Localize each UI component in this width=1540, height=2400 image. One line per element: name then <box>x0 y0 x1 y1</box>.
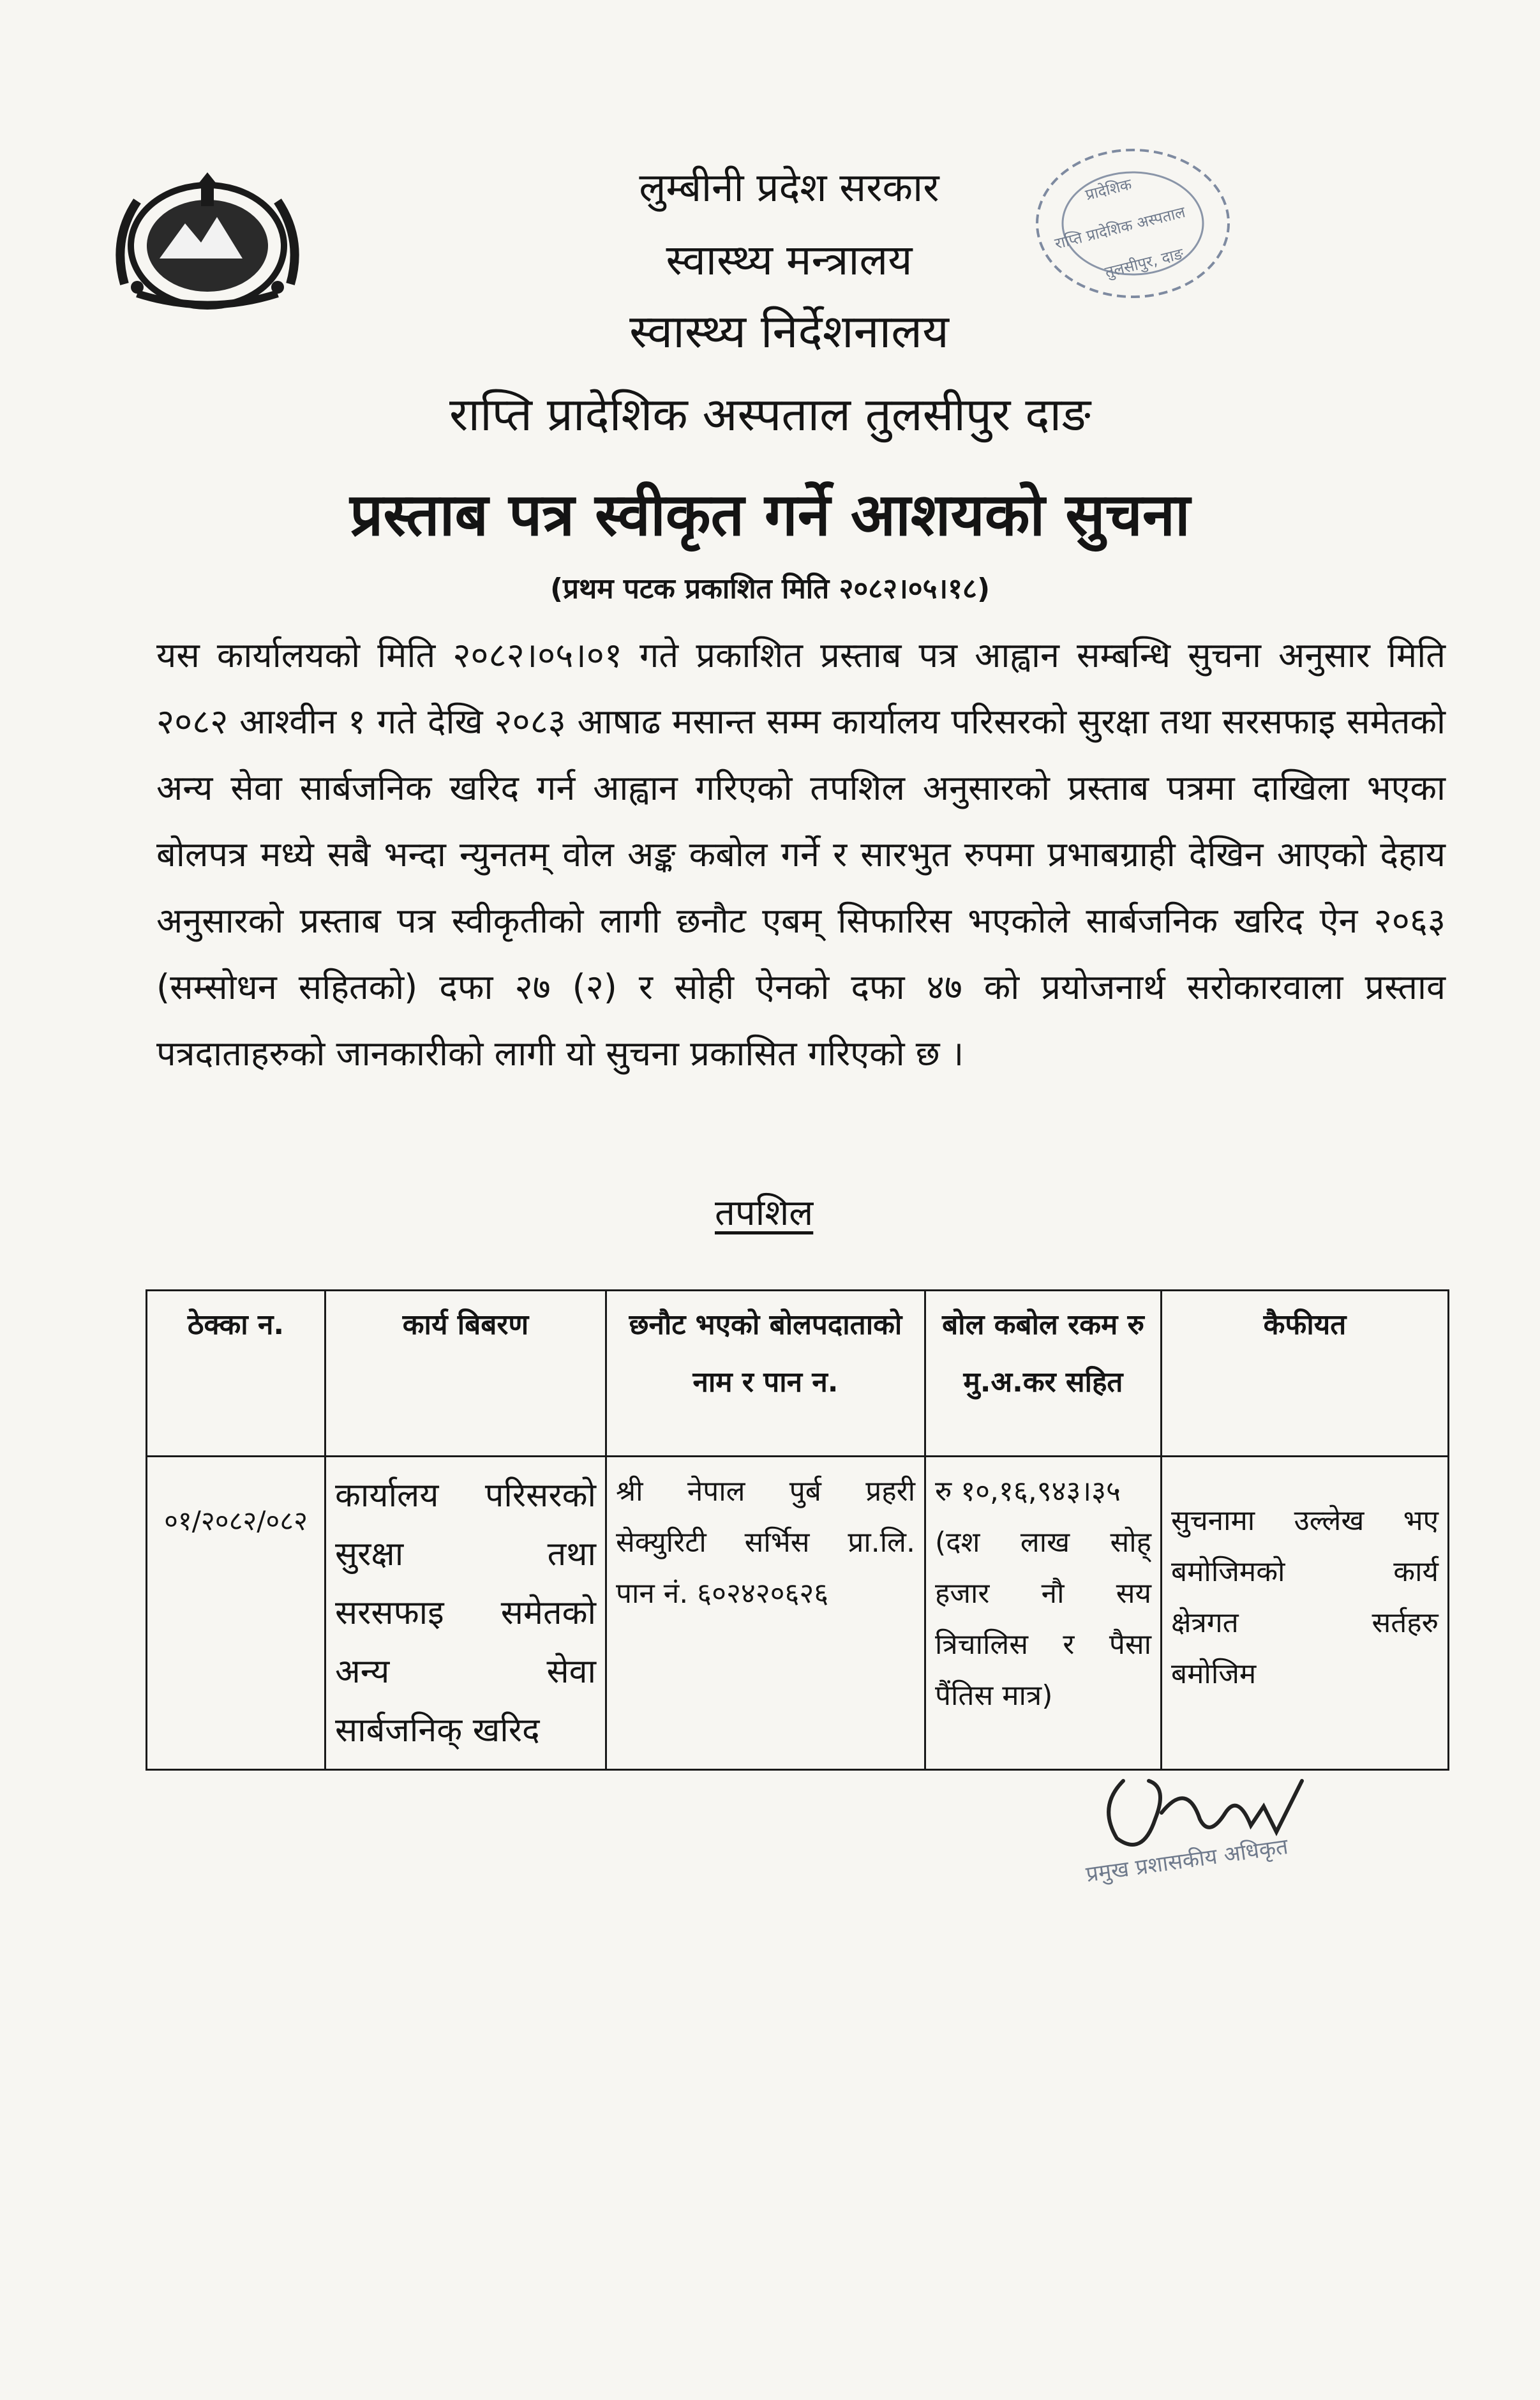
amount-line: रु १०,१६,९४३।३५ <box>935 1475 1121 1508</box>
cell-remarks <box>1162 1457 1449 1770</box>
table-header-row <box>147 1291 1449 1457</box>
remark-line: सुचनामा उल्लेख भए <box>1171 1504 1439 1537</box>
header-work-description: कार्य बिबरण <box>325 1291 606 1457</box>
amount-line: हजार नौ सय <box>935 1577 1151 1610</box>
ministry-name: स्वास्थ्य मन्त्रालय <box>666 236 913 285</box>
government-name: लुम्बीनी प्रदेश सरकार <box>639 164 939 211</box>
hospital-name: राप्ति प्रादेशिक अस्पताल तुलसीपुर दाङ <box>449 387 1091 441</box>
stamp-text-1: प्रादेशिक <box>1083 175 1134 204</box>
published-date: (प्रथम पटक प्रकाशित मिति २०८२।०५।१८) <box>549 573 991 605</box>
work-line: अन्य सेवा <box>335 1653 596 1691</box>
cell-selected-bidder <box>606 1457 925 1770</box>
signature-stamp-note: प्रमुख प्रशासकीय अधिकृत <box>1084 1833 1290 1887</box>
table-row <box>147 1457 1449 1770</box>
remark-line: बमोजिमको कार्य <box>1171 1556 1439 1588</box>
bidder-line: पान नं. ६०२४२०६२६ <box>616 1577 829 1610</box>
work-line: सार्बजनिक् खरिद <box>335 1711 540 1750</box>
header-selected-bidder: छनौट भएको बोलपदाताको नाम र पान न. <box>606 1291 925 1457</box>
body-paragraph: यस कार्यालयको मिति २०८२।०५।०१ गते प्रकाशित प्रस्ताब पत्र आह्वान सम्बन्धि सुचना अनुसार मिति २०८२ आश्वीन १ गते देखि २०८३ आषाढ मसान्त सम्म कार्यालय परिसरको सुरक्षा तथा सरसफाइ समेतको अन्य सेवा सार्बजनिक खरिद गर्न आह्वान गरिएको तपशिल अनुसारको प्रस्ताब पत्रमा दाखिला भएका बोलपत्र मध्ये सबै भन्दा न्युनतम् वोल अङ्क कबोल गर्ने र सारभुत रुपमा प्रभाबग्राही देखिन आएको देहाय अनुसारको प्रस्ताब पत्र स्वीकृतीको लागी छनौट एबम् सिफारिस भएकोले सार्बजनिक खरिद ऐन २०६३ (सम्सोधन सहितको) दफा २७ (२) र सोही ऐनको दफा ४७ को प्रयोजनार्थ सरोकारवाला प्रस्ताव पत्रदाताहरुको जानकारीको लागी यो सुचना प्रकासित गरिएको छ । <box>156 635 1446 1074</box>
amount-line: (दश लाख सोह् <box>935 1526 1151 1559</box>
header-remarks: कैफीयत <box>1162 1291 1449 1457</box>
work-line: सरसफाइ समेतको <box>335 1594 596 1632</box>
work-line: कार्यालय परिसरको <box>335 1476 596 1515</box>
remark-line: क्षेत्रगत सर्तहरु <box>1171 1607 1439 1639</box>
cell-bid-amount <box>925 1457 1162 1770</box>
remark-line: बमोजिम <box>1171 1658 1257 1690</box>
directorate-name: स्वास्थ्य निर्देशनालय <box>629 304 949 358</box>
stamp-text-2: राप्ति प्रादेशिक अस्पताल <box>1052 203 1188 253</box>
header-bid-amount: बोल कबोल रकम रु मु.अ.कर सहित <box>925 1291 1162 1457</box>
amount-line: पैंतिस मात्र) <box>935 1679 1053 1712</box>
bidder-line: सेक्युरिटी सर्भिस प्रा.लि. <box>616 1526 915 1559</box>
contract-table <box>146 1289 1449 1771</box>
cell-work-description <box>325 1457 606 1770</box>
bidder-line: श्री नेपाल पुर्ब प्रहरी <box>616 1475 915 1508</box>
details-heading: तपशिल <box>715 1192 814 1234</box>
notice-title: प्रस्ताब पत्र स्वीकृत गर्ने आशयको सुचना <box>350 481 1190 549</box>
work-line: सुरक्षा तथा <box>335 1535 596 1573</box>
amount-line: त्रिचालिस र पैसा <box>935 1628 1151 1661</box>
header-contract-no: ठेक्का न. <box>147 1291 325 1457</box>
stamp-text-3: तुलसीपुर, दाङ <box>1103 244 1186 281</box>
cell-contract-no: ०१/२०८२/०८२ <box>147 1457 325 1770</box>
